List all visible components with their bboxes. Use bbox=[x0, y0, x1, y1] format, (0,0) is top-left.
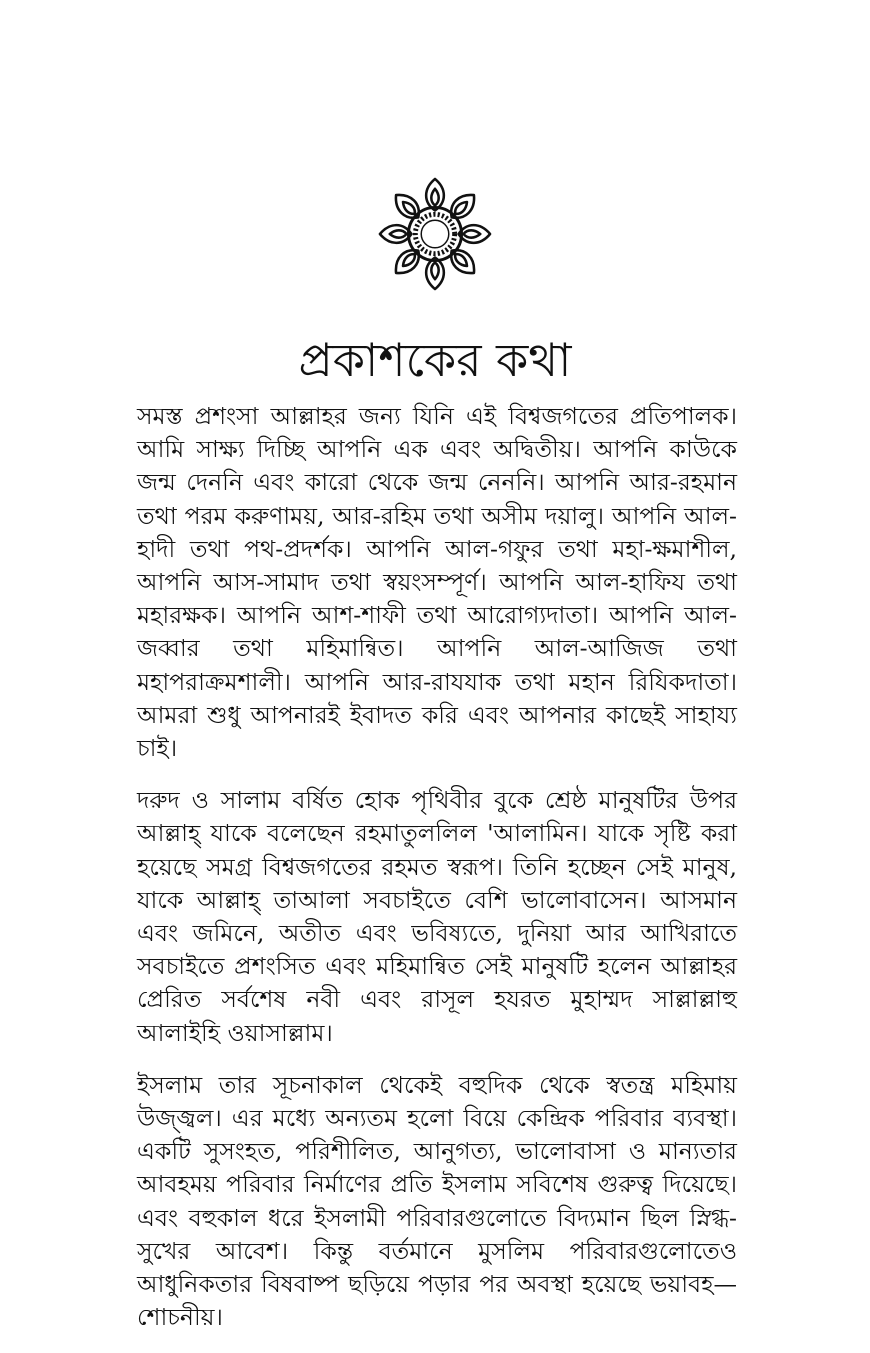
body-text bbox=[137, 400, 737, 1353]
paragraph-salutation: দরুদ ও সালাম বর্ষিত হোক পৃথিবীর বুকে শ্রেষ্ঠ মানুষটির উপর আল্লাহ্ যাকে বলেছেন রহমাতুললিল 'আলামিন। যাকে সৃষ্টি করা হয়েছে সমগ্র বিশ্বজগতের রহমত স্বরূপ। তিনি হচ্ছেন সেই মানুষ, যাকে আল্লাহ্ তাআলা সবচাইতে বেশি ভালোবাসেন। আসমান এবং জমিনে, অতীত এবং ভবিষ্যতে, দুনিয়া আর আখিরাতে সবচাইতে প্রশংসিত এবং মহিমান্বিত সেই মানুষটি হলেন আল্লাহর প্রেরিত সর্বশেষ নবী এবং রাসূল হযরত মুহাম্মদ সাল্লাল্লাহু আলাইহি ওয়াসাল্লাম। bbox=[137, 786, 737, 1047]
lotus-mandala-icon bbox=[376, 175, 494, 293]
paragraph-praise: সমস্ত প্রশংসা আল্লাহর জন্য যিনি এই বিশ্বজগতের প্রতিপালক। আমি সাক্ষ্য দিচ্ছি আপনি এক এবং অদ্বিতীয়। আপনি কাউকে জন্ম দেননি এবং কারো থেকে জন্ম নেননি। আপনি আর-রহমান তথা পরম করুণাময়, আর-রহিম তথা অসীম দয়ালু। আপনি আল-হাদী তথা পথ-প্রদর্শক। আপনি আল-গফুর তথা মহা-ক্ষমাশীল, আপনি আস-সামাদ তথা স্বয়ংসম্পূর্ণ। আপনি আল-হাফিয তথা মহারক্ষক। আপনি আশ-শাফী তথা আরোগ্যদাতা। আপনি আল-জব্বার তথা মহিমান্বিত। আপনি আল-আজিজ তথা মহাপরাক্রমশালী। আপনি আর-রাযযাক তথা মহান রিযিকদাতা। আমরা শুধু আপনারই ইবাদত করি এবং আপনার কাছেই সাহায্য চাই। bbox=[137, 402, 737, 763]
page-title: প্রকাশকের কথা bbox=[298, 333, 572, 387]
paragraph-family-system: ইসলাম তার সূচনাকাল থেকেই বহুদিক থেকে স্বতন্ত্র মহিমায় উজ্জ্বল। এর মধ্যে অন্যতম হলো বিয়ে কেন্দ্রিক পরিবার ব্যবস্থা। একটি সুসংহত, পরিশীলিত, আনুগত্য, ভালোবাসা ও মান্যতার আবহময় পরিবার নির্মাণের প্রতি ইসলাম সবিশেষ গুরুত্ব দিয়েছে। এবং বহুকাল ধরে ইসলামী পরিবারগুলোতে বিদ্যমান ছিল স্নিগ্ধ-সুখের আবেশ। কিন্তু বর্তমানে মুসলিম পরিবারগুলোতেও আধুনিকতার বিষবাষ্প ছড়িয়ে পড়ার পর অবস্থা হয়েছে ভয়াবহ—শোচনীয়। bbox=[137, 1070, 737, 1332]
